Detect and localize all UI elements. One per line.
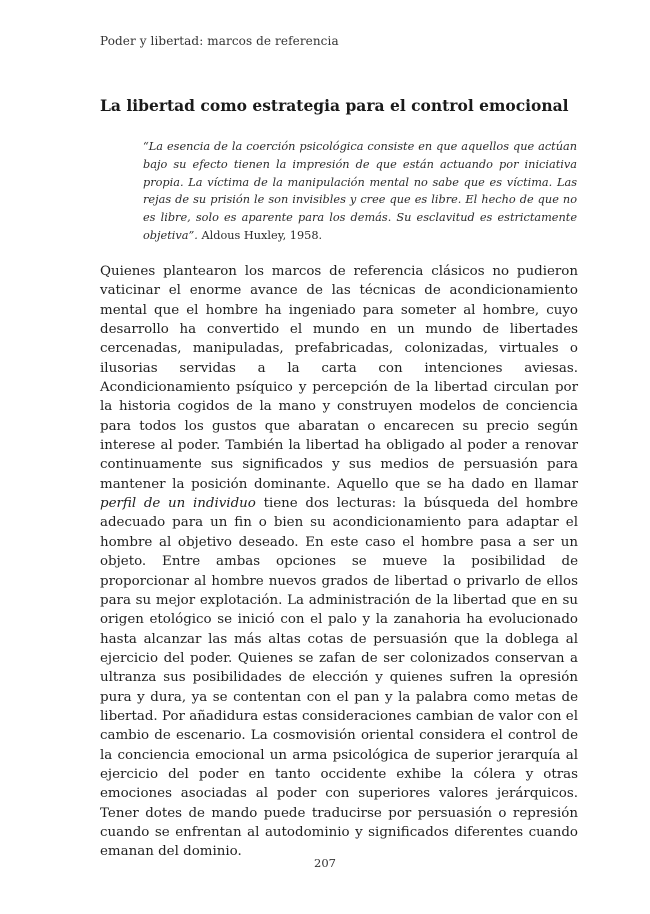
body-paragraph <box>100 262 578 862</box>
running-head: Poder y libertad: marcos de referencia <box>100 34 339 48</box>
body-text-part-1: Quienes plantearon los marcos de referencia clásicos no pudieron vaticinar el enorme avance de las técnicas de acondicionamiento mental que el hombre ha ingeniado para someter al hombre, cuyo desarrollo ha convertido el mundo en un mundo de libertades cercenadas, manipuladas, prefabricadas, colonizadas, virtuales o ilusorias servidas a la carta con intenciones aviesas. Acondicionamiento psíquico y percepción de la libertad circulan por la historia cogidos de la mano y construyen modelos de conciencia para todos los gustos que abaratan o encarecen su precio según interese al poder. También la libertad ha obligado al poder a renovar continuamente sus significados y sus medios de persuasión para mantener la posición dominante. Aquello que se ha dado en llamar <box>100 264 578 492</box>
body-emphasis: perfil de un individuo <box>100 496 256 512</box>
epigraph <box>143 138 577 245</box>
section-title: La libertad como estrategia para el control emocional <box>100 96 569 115</box>
body-text-part-2: tiene dos lecturas: la búsqueda del hombre adecuado para un fin o bien su acondicionamiento para adaptar el hombre al objetivo deseado. En este caso el hombre pasa a ser un objeto. Entre ambas opciones se mueve la posibilidad de proporcionar al hombre nuevos grados de libertad o privarlo de ellos para su mejor explotación. La administración de la libertad que en su origen etológico se inició con el palo y la zanahoria ha evolucionado hasta alcanzar las más altas cotas de persuasión que la doblega al ejercicio del poder. Quienes se zafan de ser colonizados conservan a ultranza sus posibilidades de elección y quienes sufren la opresión pura y dura, ya se contentan con el pan y la palabra como metas de libertad. Por añadidura estas consideraciones cambian de valor con el cambio de escenario. La cosmovisión oriental considera el control de la conciencia emocional un arma psicológica de superior jerarquía al ejercicio del poder en tanto occidente exhibe la cólera y otras emociones asociadas al poder con superiores valores jerárquicos. Tener dotes de mando puede traducirse por persuasión o represión cuando se enfrentan al autodominio y significados diferentes cuando emanan del dominio. <box>100 496 578 860</box>
page-number: 207 <box>314 856 336 870</box>
epigraph-attribution: Aldous Huxley, 1958. <box>201 228 323 242</box>
epigraph-quote: “La esencia de la coerción psicológica consiste en que aquellos que actúan bajo su efecto tienen la impresión de que están actuando por iniciativa propia. La víctima de la manipulación mental no sabe que es víctima. Las rejas de su prisión le son invisibles y cree que es libre. El hecho de que no es libre, solo es aparente para los demás. Su esclavitud es estrictamente objetiva”. <box>143 140 577 242</box>
